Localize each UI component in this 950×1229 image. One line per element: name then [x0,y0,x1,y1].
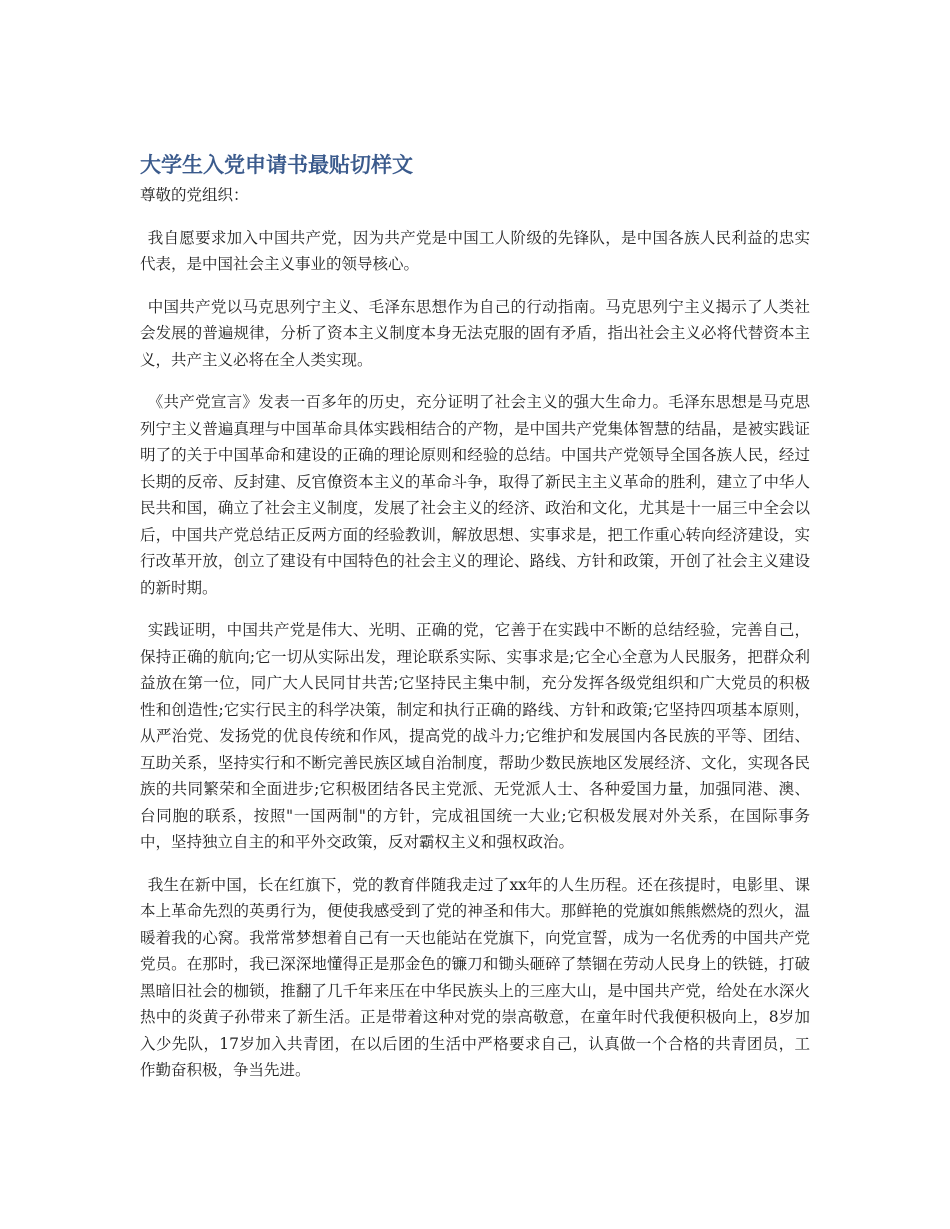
document-title: 大学生入党申请书最贴切样文 [140,153,413,177]
paragraph-4: 实践证明，中国共产党是伟大、光明、正确的党，它善于在实践中不断的总结经验，完善自己，保持正确的航向;它一切从实际出发，理论联系实际、实事求是;它全心全意为人民服务，把群众利益放在第一位，同广大人民同甘共苦;它坚持民主集中制，充分发挥各级党组织和广大党员的积极性和创造性;它实行民主的科学决策，制定和执行正确的路线、方针和政策;它坚持四项基本原则，从严治党、发扬党的优良传统和作风，提高党的战斗力;它维护和发展国内各民族的平等、团结、互助关系，坚持实行和不断完善民族区域自治制度，帮助少数民族地区发展经济、文化，实现各民族的共同繁荣和全面进步;它积极团结各民主党派、无党派人士、各种爱国力量，加强同港、澳、台同胞的联系，按照"一国两制"的方针，完成祖国统一大业;它积极发展对外关系，在国际事务中，坚持独立自主的和平外交政策，反对霸权主义和强权政治。 [140,621,810,851]
paragraph-5: 我生在新中国，长在红旗下，党的教育伴随我走过了xx年的人生历程。还在孩提时，电影里、课本上革命先烈的英勇行为，便使我感受到了党的神圣和伟大。那鲜艳的党旗如熊熊燃烧的烈火，温暖着我的心窝。我常常梦想着自己有一天也能站在党旗下，向党宣誓，成为一名优秀的中国共产党党员。在那时，我已深深地懂得正是那金色的镰刀和锄头砸碎了禁锢在劳动人民身上的铁链，打破黑暗旧社会的枷锁，推翻了几千年来压在中华民族头上的三座大山，是中国共产党，给处在水深火热中的炎黄子孙带来了新生活。正是带着这种对党的崇高敬意，在童年时代我便积极向上，8岁加入少先队，17岁加入共青团，在以后团的生活中严格要求自己，认真做一个合格的共青团员，工作勤奋积极，争当先进。 [140,875,810,1079]
paragraph-2: 中国共产党以马克思列宁主义、毛泽东思想作为自己的行动指南。马克思列宁主义揭示了人类社会发展的普遍规律，分析了资本主义制度本身无法克服的固有矛盾，指出社会主义必将代替资本主义，共产主义必将在全人类实现。 [140,297,810,369]
salutation: 尊敬的党组织： [140,186,249,204]
paragraph-1: 我自愿要求加入中国共产党，因为共产党是中国工人阶级的先锋队，是中国各族人民利益的忠实代表，是中国社会主义事业的领导核心。 [140,228,810,273]
document-body [140,148,810,1100]
paragraph-3: 《共产党宣言》发表一百多年的历史，充分证明了社会主义的强大生命力。毛泽东思想是马克思列宁主义普遍真理与中国革命具体实践相结合的产物，是中国共产党集体智慧的结晶，是被实践证明了的关于中国革命和建设的正确的理论原则和经验的总结。中国共产党领导全国各族人民，经过长期的反帝、反封建、反官僚资本主义的革命斗争，取得了新民主主义革命的胜利，建立了中华人民共和国，确立了社会主义制度，发展了社会主义的经济、政治和文化，尤其是十一届三中全会以后，中国共产党总结正反两方面的经验教训，解放思想、实事求是，把工作重心转向经济建设，实行改革开放，创立了建设有中国特色的社会主义的理论、路线、方针和政策，开创了社会主义建设的新时期。 [140,393,810,597]
